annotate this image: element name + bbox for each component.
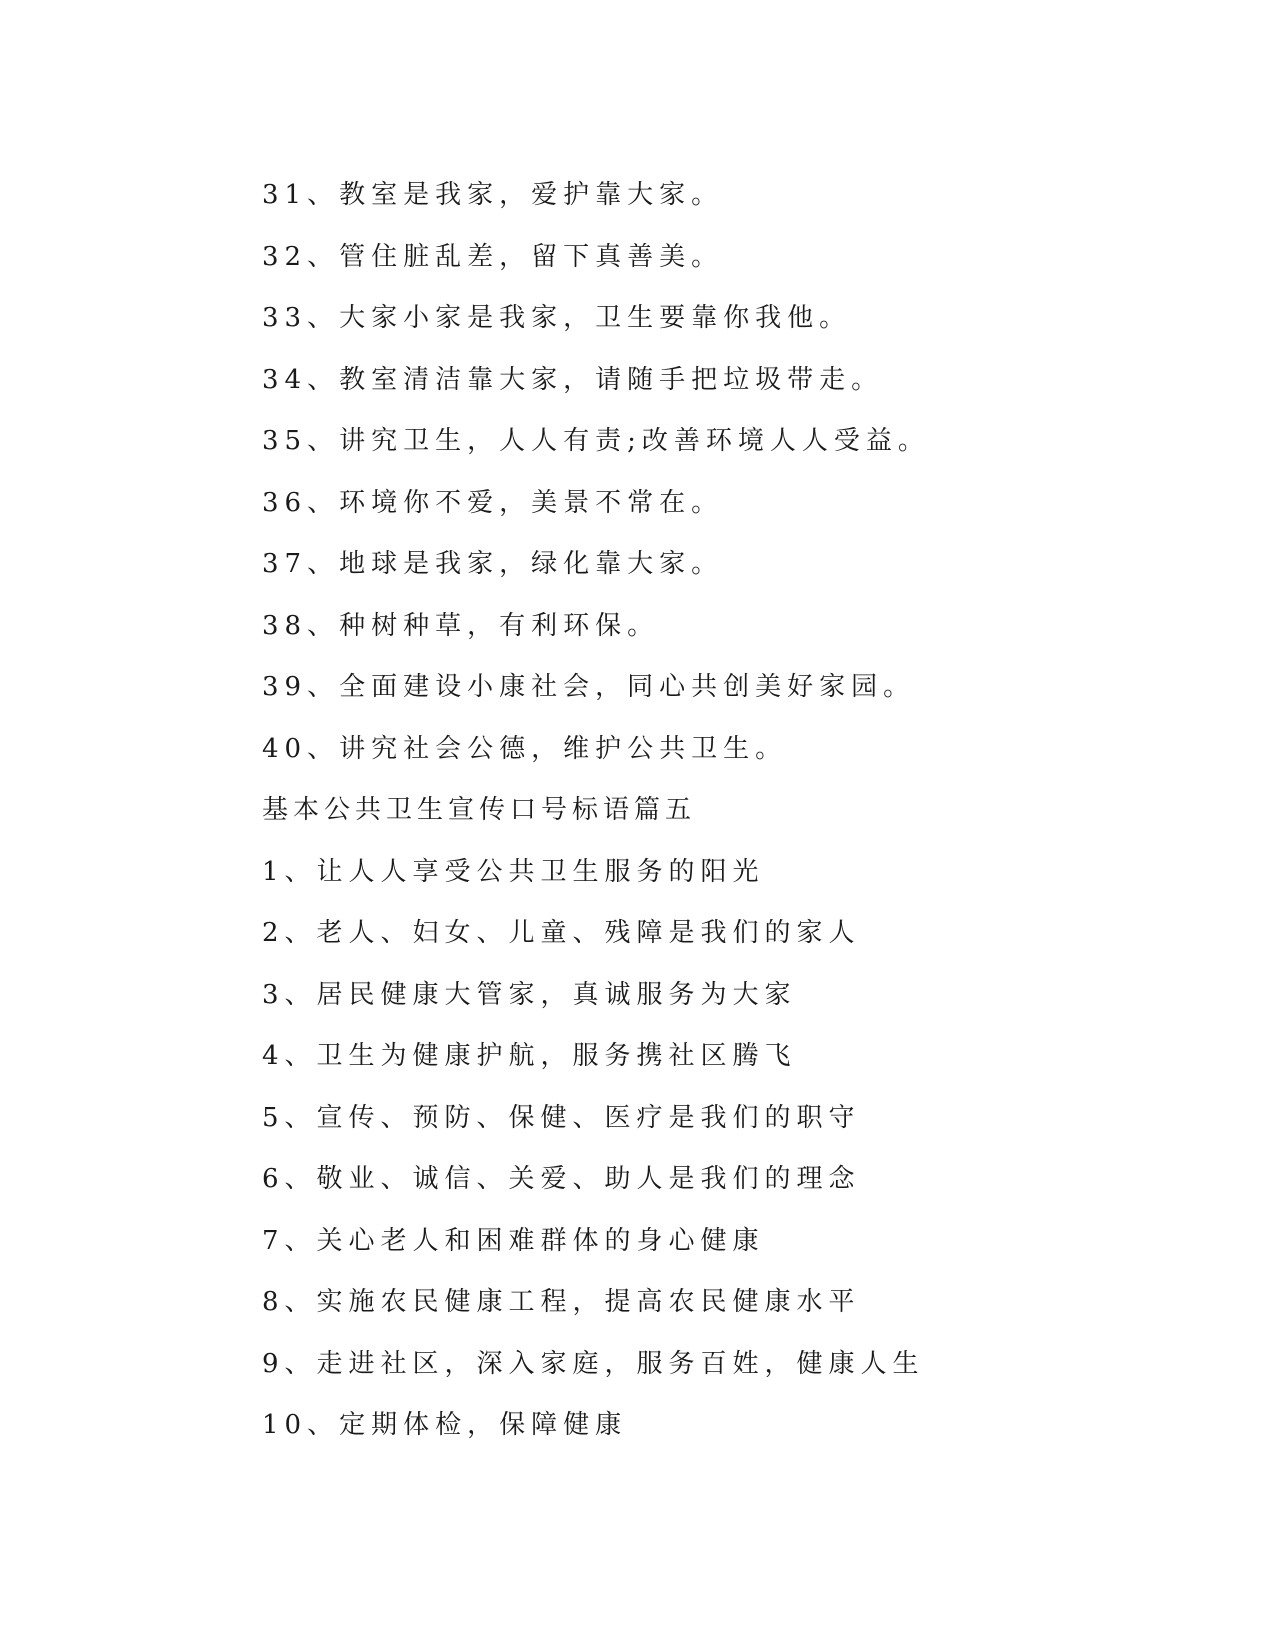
slogan-33: 33、大家小家是我家，卫生要靠你我他。 [262, 303, 852, 333]
slogan-38: 38、种树种草，有利环保。 [262, 610, 660, 641]
slogan-5-8: 8、实施农民健康工程，提高农民健康水平 [262, 1287, 861, 1317]
slogan-37: 37、地球是我家，绿化靠大家。 [262, 549, 724, 579]
slogan-5-4: 4、卫生为健康护航，服务携社区腾飞 [262, 1041, 797, 1071]
slogan-32: 32、管住脏乱差，留下真善美。 [262, 241, 724, 272]
slogan-36: 36、环境你不爱，美景不常在。 [262, 487, 724, 518]
slogan-5-5: 5、宣传、预防、保健、医疗是我们的职守 [262, 1102, 861, 1133]
slogan-5-7: 7、关心老人和困难群体的身心健康 [262, 1225, 765, 1256]
slogan-35: 35、讲究卫生，人人有责;改善环境人人受益。 [262, 426, 930, 456]
slogan-34: 34、教室清洁靠大家，请随手把垃圾带走。 [262, 364, 884, 395]
slogan-40: 40、讲究社会公德，维护公共卫生。 [262, 733, 788, 764]
slogan-5-3: 3、居民健康大管家，真诚服务为大家 [262, 979, 797, 1010]
slogan-5-1: 1、让人人享受公共卫生服务的阳光 [262, 856, 765, 887]
document-body [262, 165, 1162, 1457]
slogan-5-6: 6、敬业、诚信、关爱、助人是我们的理念 [262, 1164, 861, 1194]
slogan-5-10: 10、定期体检，保障健康 [262, 1410, 628, 1440]
section-heading: 基本公共卫生宣传口号标语篇五 [262, 795, 697, 825]
slogan-39: 39、全面建设小康社会，同心共创美好家园。 [262, 672, 916, 702]
slogan-5-9: 9、走进社区，深入家庭，服务百姓，健康人生 [262, 1348, 925, 1379]
slogan-31: 31、教室是我家，爱护靠大家。 [262, 180, 724, 210]
slogan-5-2: 2、老人、妇女、儿童、残障是我们的家人 [262, 918, 861, 948]
